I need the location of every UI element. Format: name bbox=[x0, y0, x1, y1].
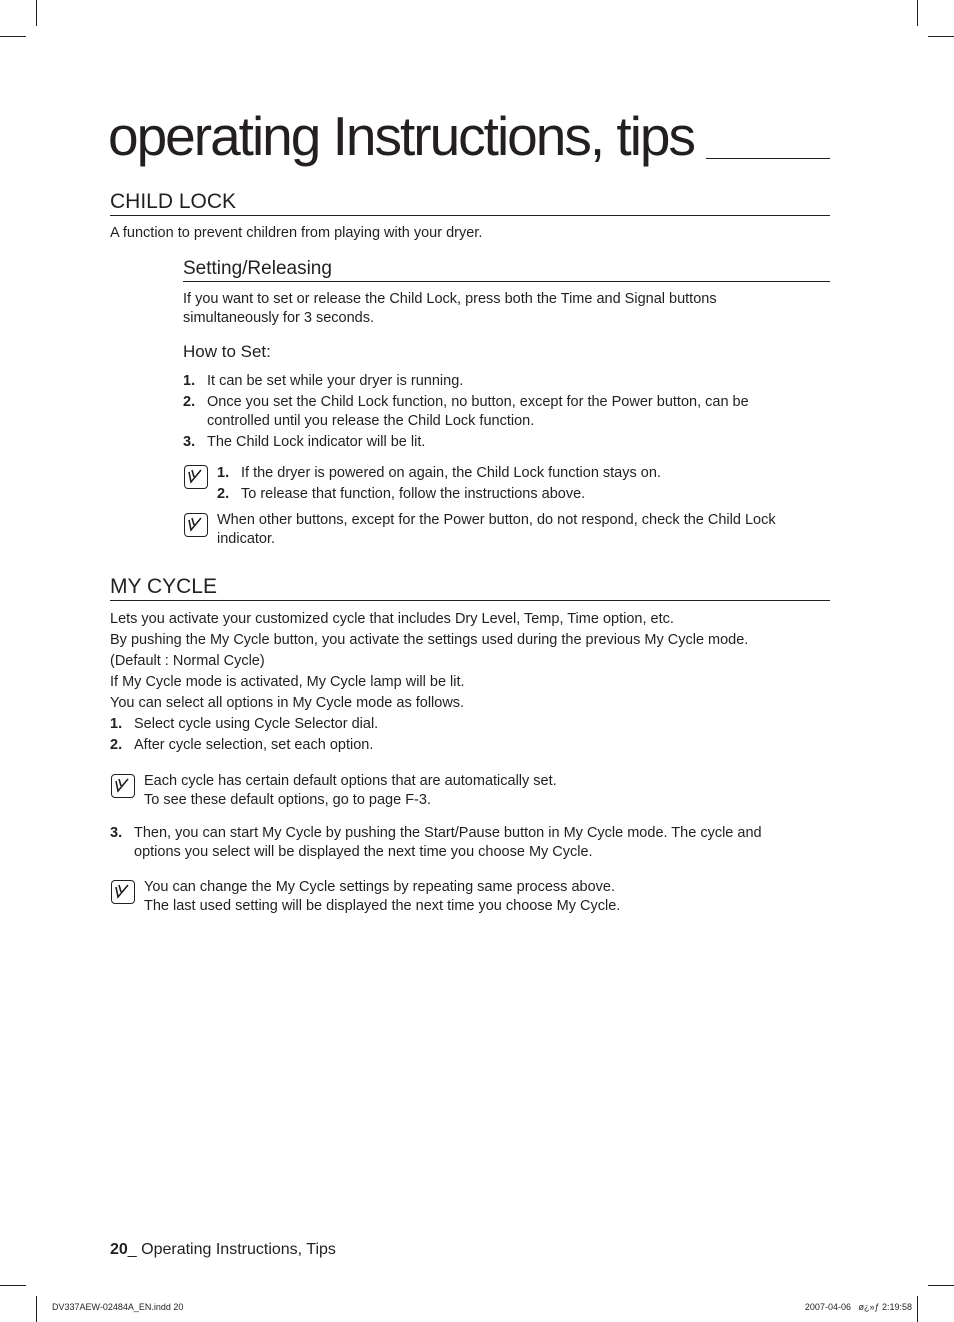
list-item-text: Then, you can start My Cycle by pushing the Start/Pause button in My Cycle mode. The cycle and options you select will be displayed the next time you choose My Cycle. bbox=[134, 825, 762, 860]
crop-mark bbox=[36, 0, 37, 26]
my-cycle-line: You can select all options in My Cycle mode as follows. bbox=[110, 695, 465, 711]
crop-mark bbox=[928, 36, 954, 37]
how-to-set-heading: How to Set: bbox=[183, 342, 271, 361]
my-cycle-line: If My Cycle mode is activated, My Cycle lamp will be lit. bbox=[110, 674, 465, 690]
my-cycle-line: (Default : Normal Cycle) bbox=[110, 653, 265, 669]
note-item-text: To release that function, follow the instructions above. bbox=[241, 486, 586, 502]
note-icon bbox=[111, 774, 135, 798]
setting-releasing-text: If you want to set or release the Child Lock, press both the Time and Signal buttons simultaneously for 3 seconds. bbox=[183, 291, 717, 326]
child-lock-intro: A function to prevent children from playing with your dryer. bbox=[110, 225, 483, 241]
my-cycle-line: By pushing the My Cycle button, you activate the settings used during the previous My Cycle mode. bbox=[110, 632, 749, 648]
crop-mark bbox=[917, 0, 918, 26]
crop-mark bbox=[928, 1285, 954, 1286]
note-text: The last used setting will be displayed the next time you choose My Cycle. bbox=[144, 898, 621, 914]
slug-filename: DV337AEW-02484A_EN.indd 20 bbox=[52, 1302, 184, 1312]
list-item-number: 3. bbox=[183, 434, 196, 450]
note-item-number: 1. bbox=[217, 465, 230, 481]
page-footer bbox=[110, 1240, 336, 1260]
list-item-text: Select cycle using Cycle Selector dial. bbox=[134, 716, 379, 732]
list-item-text: Once you set the Child Lock function, no button, except for the Power button, can be controlled until you release the Child Lock function. bbox=[207, 394, 749, 429]
page-number: 20 bbox=[110, 1241, 128, 1258]
note-item-text: If the dryer is powered on again, the Child Lock function stays on. bbox=[241, 465, 661, 481]
crop-mark bbox=[0, 36, 26, 37]
note-text: When other buttons, except for the Power button, do not respond, check the Child Lock indicator. bbox=[217, 512, 776, 547]
page-title-text: operating Instructions, tips bbox=[108, 109, 706, 164]
list-item-text: It can be set while your dryer is running. bbox=[207, 373, 464, 389]
page-title bbox=[108, 104, 830, 167]
slug-timestamp: 2007-04-06 ø¿»ƒ 2:19:58 bbox=[804, 1302, 912, 1312]
crop-mark bbox=[917, 1296, 918, 1322]
note-text: Each cycle has certain default options that are automatically set. bbox=[144, 773, 557, 789]
list-item-number: 2. bbox=[110, 737, 123, 753]
list-item-text: After cycle selection, set each option. bbox=[134, 737, 374, 753]
note-text: To see these default options, go to page F-3. bbox=[144, 792, 431, 808]
note-icon bbox=[111, 880, 135, 904]
my-cycle-line: Lets you activate your customized cycle that includes Dry Level, Temp, Time option, etc. bbox=[110, 611, 674, 627]
note-icon bbox=[184, 513, 208, 537]
list-item-text: The Child Lock indicator will be lit. bbox=[207, 434, 426, 450]
page-footer-label: _ Operating Instructions, Tips bbox=[127, 1241, 336, 1258]
note-icon bbox=[184, 465, 208, 489]
list-item-number: 1. bbox=[110, 716, 123, 732]
list-item-number: 2. bbox=[183, 394, 196, 410]
crop-mark bbox=[36, 1296, 37, 1322]
crop-mark bbox=[0, 1285, 26, 1286]
setting-releasing-heading: Setting/Releasing bbox=[183, 257, 830, 282]
note-text: You can change the My Cycle settings by repeating same process above. bbox=[144, 879, 615, 895]
my-cycle-heading: MY CYCLE bbox=[110, 574, 830, 601]
note-item-number: 2. bbox=[217, 486, 230, 502]
list-item-number: 1. bbox=[183, 373, 196, 389]
child-lock-heading: CHILD LOCK bbox=[110, 189, 830, 216]
list-item-number: 3. bbox=[110, 825, 123, 841]
